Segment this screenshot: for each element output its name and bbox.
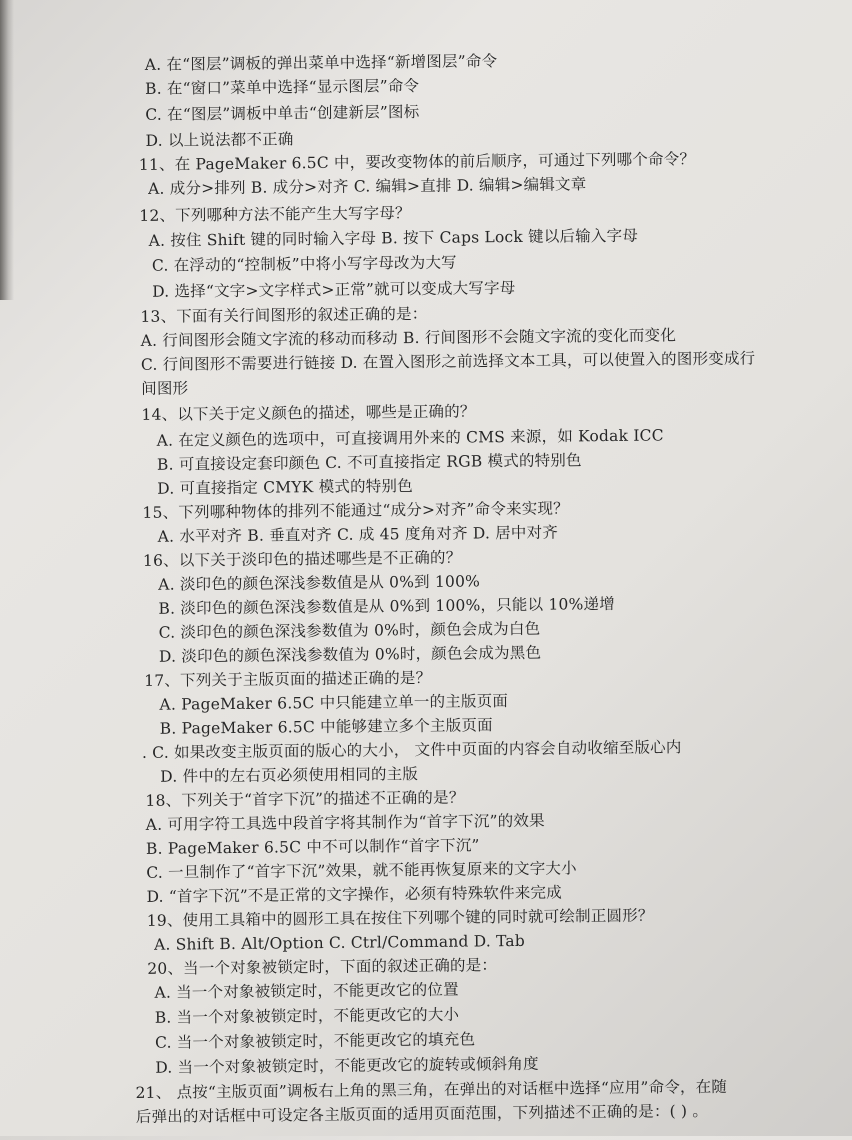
question-line: A. 当一个对象被锁定时，不能更改它的位置 xyxy=(154,980,459,1002)
question-line: C. 一旦制作了“首字下沉”效果，就不能再恢复原来的文字大小 xyxy=(146,859,577,882)
question-line: B. 淡印色的颜色深浅参数值是从 0%到 100%，只能以 10%递增 xyxy=(158,594,615,618)
question-line: D. 当一个对象被锁定时，不能更改它的旋转或倾斜角度 xyxy=(155,1054,539,1077)
question-line: D. 可直接指定 CMYK 模式的特别色 xyxy=(157,477,413,498)
question-line: A. 可用字符工具选中段首字将其制作为“首字下沉”的效果 xyxy=(145,811,545,834)
question-line: D. 选择“文字>文字样式>正常”就可以变成大写字母 xyxy=(152,278,516,301)
question-line: C. 当一个对象被锁定时，不能更改它的填充色 xyxy=(154,1030,476,1052)
question-line: B. PageMaker 6.5C 中能够建立多个主版页面 xyxy=(159,716,493,738)
question-line: B. 当一个对象被锁定时，不能更改它的大小 xyxy=(154,1005,460,1027)
question-line: 15、下列哪种物体的排列不能通过“成分>对齐”命令来实现？ xyxy=(142,499,569,522)
question-line: C. 在浮动的“控制板”中将小写字母改为大写 xyxy=(151,253,457,275)
question-line: A. 成分>排列 B. 成分>对齐 C. 编辑>直排 D. 编辑>编辑文章 xyxy=(148,175,587,198)
question-line: A. 行间图形会随文字流的移动而移动 B. 行间图形不会随文字流的变化而变化 xyxy=(140,326,677,350)
question-line: A. PageMaker 6.5C 中只能建立单一的主版页面 xyxy=(159,692,509,714)
question-line: A. 水平对齐 B. 垂直对齐 C. 成 45 度角对齐 D. 居中对齐 xyxy=(157,523,559,546)
question-line: 13、下面有关行间图形的叙述正确的是： xyxy=(140,304,428,326)
question-line: 后弹出的对话框中可设定各主版页面的适用页面范围，下列描述不正确的是：( ) 。 xyxy=(135,1102,709,1127)
question-line: 21、 点按“主版页面”调板右上角的黑三角，在弹出的对话框中选择“应用”命令，在随 xyxy=(135,1077,728,1103)
question-line: C. 在“图层”调板中单击“创建新层”图标 xyxy=(145,102,420,124)
question-line: C. 淡印色的颜色深浅参数值为 0%时，颜色会成为白色 xyxy=(158,619,541,642)
question-line: 11、在 PageMaker 6.5C 中，要改变物体的前后顺序，可通过下列哪个命令？ xyxy=(138,150,696,174)
question-line: D. “首字下沉”不是正常的文字操作，必须有特殊软件来完成 xyxy=(146,883,562,906)
question-line: 20、当一个对象被锁定时，下面的叙述正确的是： xyxy=(147,956,498,978)
question-line: D. 以上说法都不正确 xyxy=(145,130,294,150)
question-line: C. 行间图形不需要进行链接 D. 在置入图形之前选择文本工具，可以使置入的图形变成行 xyxy=(140,349,756,374)
question-line: 18、下列关于“首字下沉”的描述不正确的是？ xyxy=(145,788,465,810)
question-line: . C. 如果改变主版页面的版心的大小， 文件中页面的内容会自动收缩至版心内 xyxy=(141,738,682,762)
question-line: 间图形 xyxy=(141,379,189,398)
question-line: A. 按住 Shift 键的同时输入字母 B. 按下 Caps Lock 键以后输入字母 xyxy=(148,226,639,250)
question-line: 16、以下关于淡印色的描述哪些是不正确的？ xyxy=(142,548,462,570)
question-line: B. 在“窗口”菜单中选择“显示图层”命令 xyxy=(144,76,420,98)
question-line: 19、使用工具箱中的圆形工具在按住下列哪个键的同时就可绘制正圆形？ xyxy=(146,906,654,930)
question-line: A. 在“图层”调板的弹出菜单中选择“新增图层”命令 xyxy=(144,52,498,74)
question-line: D. 淡印色的颜色深浅参数值为 0%时，颜色会成为黑色 xyxy=(158,643,542,666)
question-line: A. 在定义颜色的选项中，可直接调用外来的 CMS 来源，如 Kodak ICC xyxy=(156,426,664,450)
question-line: 17、下列关于主版页面的描述正确的是？ xyxy=(144,668,432,690)
question-line: 14、以下关于定义颜色的描述，哪些是正确的？ xyxy=(141,402,476,424)
question-line: B. PageMaker 6.5C 中不可以制作“首字下沉” xyxy=(145,836,480,858)
question-line: B. 可直接设定套印颜色 C. 不可直接指定 RGB 模式的特别色 xyxy=(156,451,582,474)
question-line: D. 件中的左右页必须使用相同的主版 xyxy=(160,765,419,786)
question-line: 12、下列哪种方法不能产生大写字母？ xyxy=(139,204,411,225)
question-line: A. 淡印色的颜色深浅参数值是从 0%到 100% xyxy=(158,572,481,594)
question-line: A. Shift B. Alt/Option C. Ctrl/Command D. Tab xyxy=(153,931,526,954)
